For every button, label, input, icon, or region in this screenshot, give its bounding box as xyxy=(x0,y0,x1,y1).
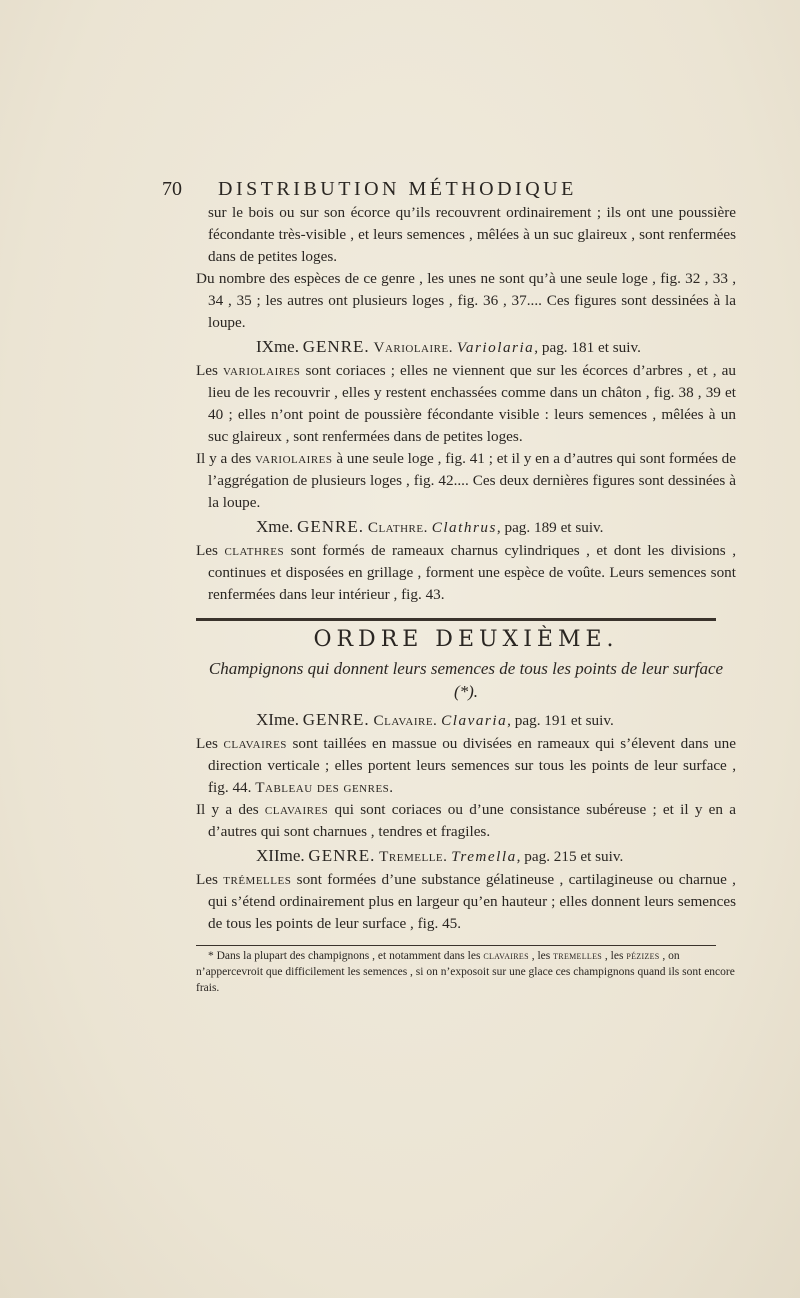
genre-page-ref: , pag. 215 et suiv. xyxy=(516,848,624,865)
genre-heading-clavaire xyxy=(256,709,736,732)
genre-name: Tremelle. xyxy=(379,848,448,865)
order-subtitle: Champignons qui donnent leurs semences de tous les points de leur surface (*). xyxy=(208,659,724,701)
footnote: * Dans la plupart des champignons , et notamment dans les clavaires , les tremelles , les pézizes , on n’appercevroit que difficilement les semences , si on n’exposoit sur une glace ces champignons quand ils sont encore frais. xyxy=(196,950,735,994)
genre-latin-name: Variolaria xyxy=(456,339,535,356)
paragraph-tremelles: Les trémelles sont formées d’une substance gélatineuse , cartilagineuse ou charnue , qui s’étend ordinairement plus en largeur qu’en hauteur ; elles donnent leurs semences de tous les points de leur surface , fig. 45. xyxy=(196,871,736,932)
genre-number: IXme. xyxy=(256,337,299,356)
genre-number: Xme. xyxy=(256,517,294,536)
section-divider xyxy=(196,618,716,621)
paragraph-continuation: sur le bois ou sur son écorce qu’ils recouvrent ordinairement ; ils ont une poussière fécondante très-visible , et leurs semences , mêlées à un suc glaireux , sont renfermées dans de petites loges. xyxy=(208,204,736,265)
genre-number: XIme. xyxy=(256,710,299,729)
genre-page-ref: , pag. 189 et suiv. xyxy=(496,519,604,536)
genre-name: Variolaire. xyxy=(373,339,454,356)
genre-number: XIIme. xyxy=(256,846,305,865)
running-title: DISTRIBUTION MÉTHODIQUE xyxy=(218,178,577,200)
genre-label: GENRE. xyxy=(302,337,370,356)
paragraph-clathres: Les clathres sont formés de rameaux charnus cylindriques , et dont les divisions , continues et disposées en grillage , forment une espèce de voûte. Leurs semences sont renfermées dans leur intérieur , fig. 43. xyxy=(196,542,736,603)
genre-page-ref: , pag. 181 et suiv. xyxy=(534,339,641,356)
paragraph-species-count: Du nombre des espèces de ce genre , les unes ne sont qu’à une seule loge , fig. 32 , 33 , 34 , 35 ; les autres ont plusieurs loges , fig. 36 , 37.... Ces figures sont dessinées à la loupe. xyxy=(196,270,736,331)
paragraph-clavaires-1: Les clavaires sont taillées en massue ou divisées en rameaux qui s’élevent dans une direction verticale ; elles portent leurs semences sur tous les points de leur surface , fig. 44. Tableau des genres. xyxy=(196,735,736,796)
genre-heading-clathre xyxy=(256,516,736,539)
genre-latin-name: Clathrus xyxy=(431,519,497,536)
footnote-divider xyxy=(196,945,716,946)
genre-label: GENRE. xyxy=(308,846,376,865)
genre-name: Clathre. xyxy=(367,519,428,536)
paragraph-variolaires-2: Il y a des variolaires à une seule loge , fig. 41 ; et il y en a d’autres qui sont formées de l’aggrégation de plusieurs loges , fig. 42.... Ces deux dernières figures sont dessinées à la loupe. xyxy=(196,450,736,511)
running-head xyxy=(162,178,736,200)
genre-label: GENRE. xyxy=(297,517,365,536)
paragraph-variolaires-1: Les variolaires sont coriaces ; elles ne viennent que sur les écorces d’arbres , et , au lieu de les recouvrir , elles y restent enchassées comme dans un châton , fig. 38 , 39 et 40 ; elles n’ont point de poussière fécondante visible : leurs semences , mêlées à un suc glaireux , sont renfermées dans de petites loges. xyxy=(196,362,736,445)
genre-name: Clavaire. xyxy=(373,712,438,729)
genre-label: GENRE. xyxy=(302,710,370,729)
genre-page-ref: , pag. 191 et suiv. xyxy=(507,712,614,729)
paragraph-clavaires-2: Il y a des clavaires qui sont coriaces ou d’une consistance subéreuse ; et il y en a d’autres qui sont charnues , tendres et fragiles. xyxy=(196,801,737,840)
genre-latin-name: Clavaria xyxy=(441,712,508,729)
genre-heading-tremelle xyxy=(256,845,736,868)
genre-latin-name: Tremella xyxy=(451,848,517,865)
page-content xyxy=(162,178,737,996)
genre-heading-variolaire xyxy=(256,336,736,359)
page-number: 70 xyxy=(162,178,182,200)
order-title: ORDRE DEUXIÈME. xyxy=(313,627,619,652)
